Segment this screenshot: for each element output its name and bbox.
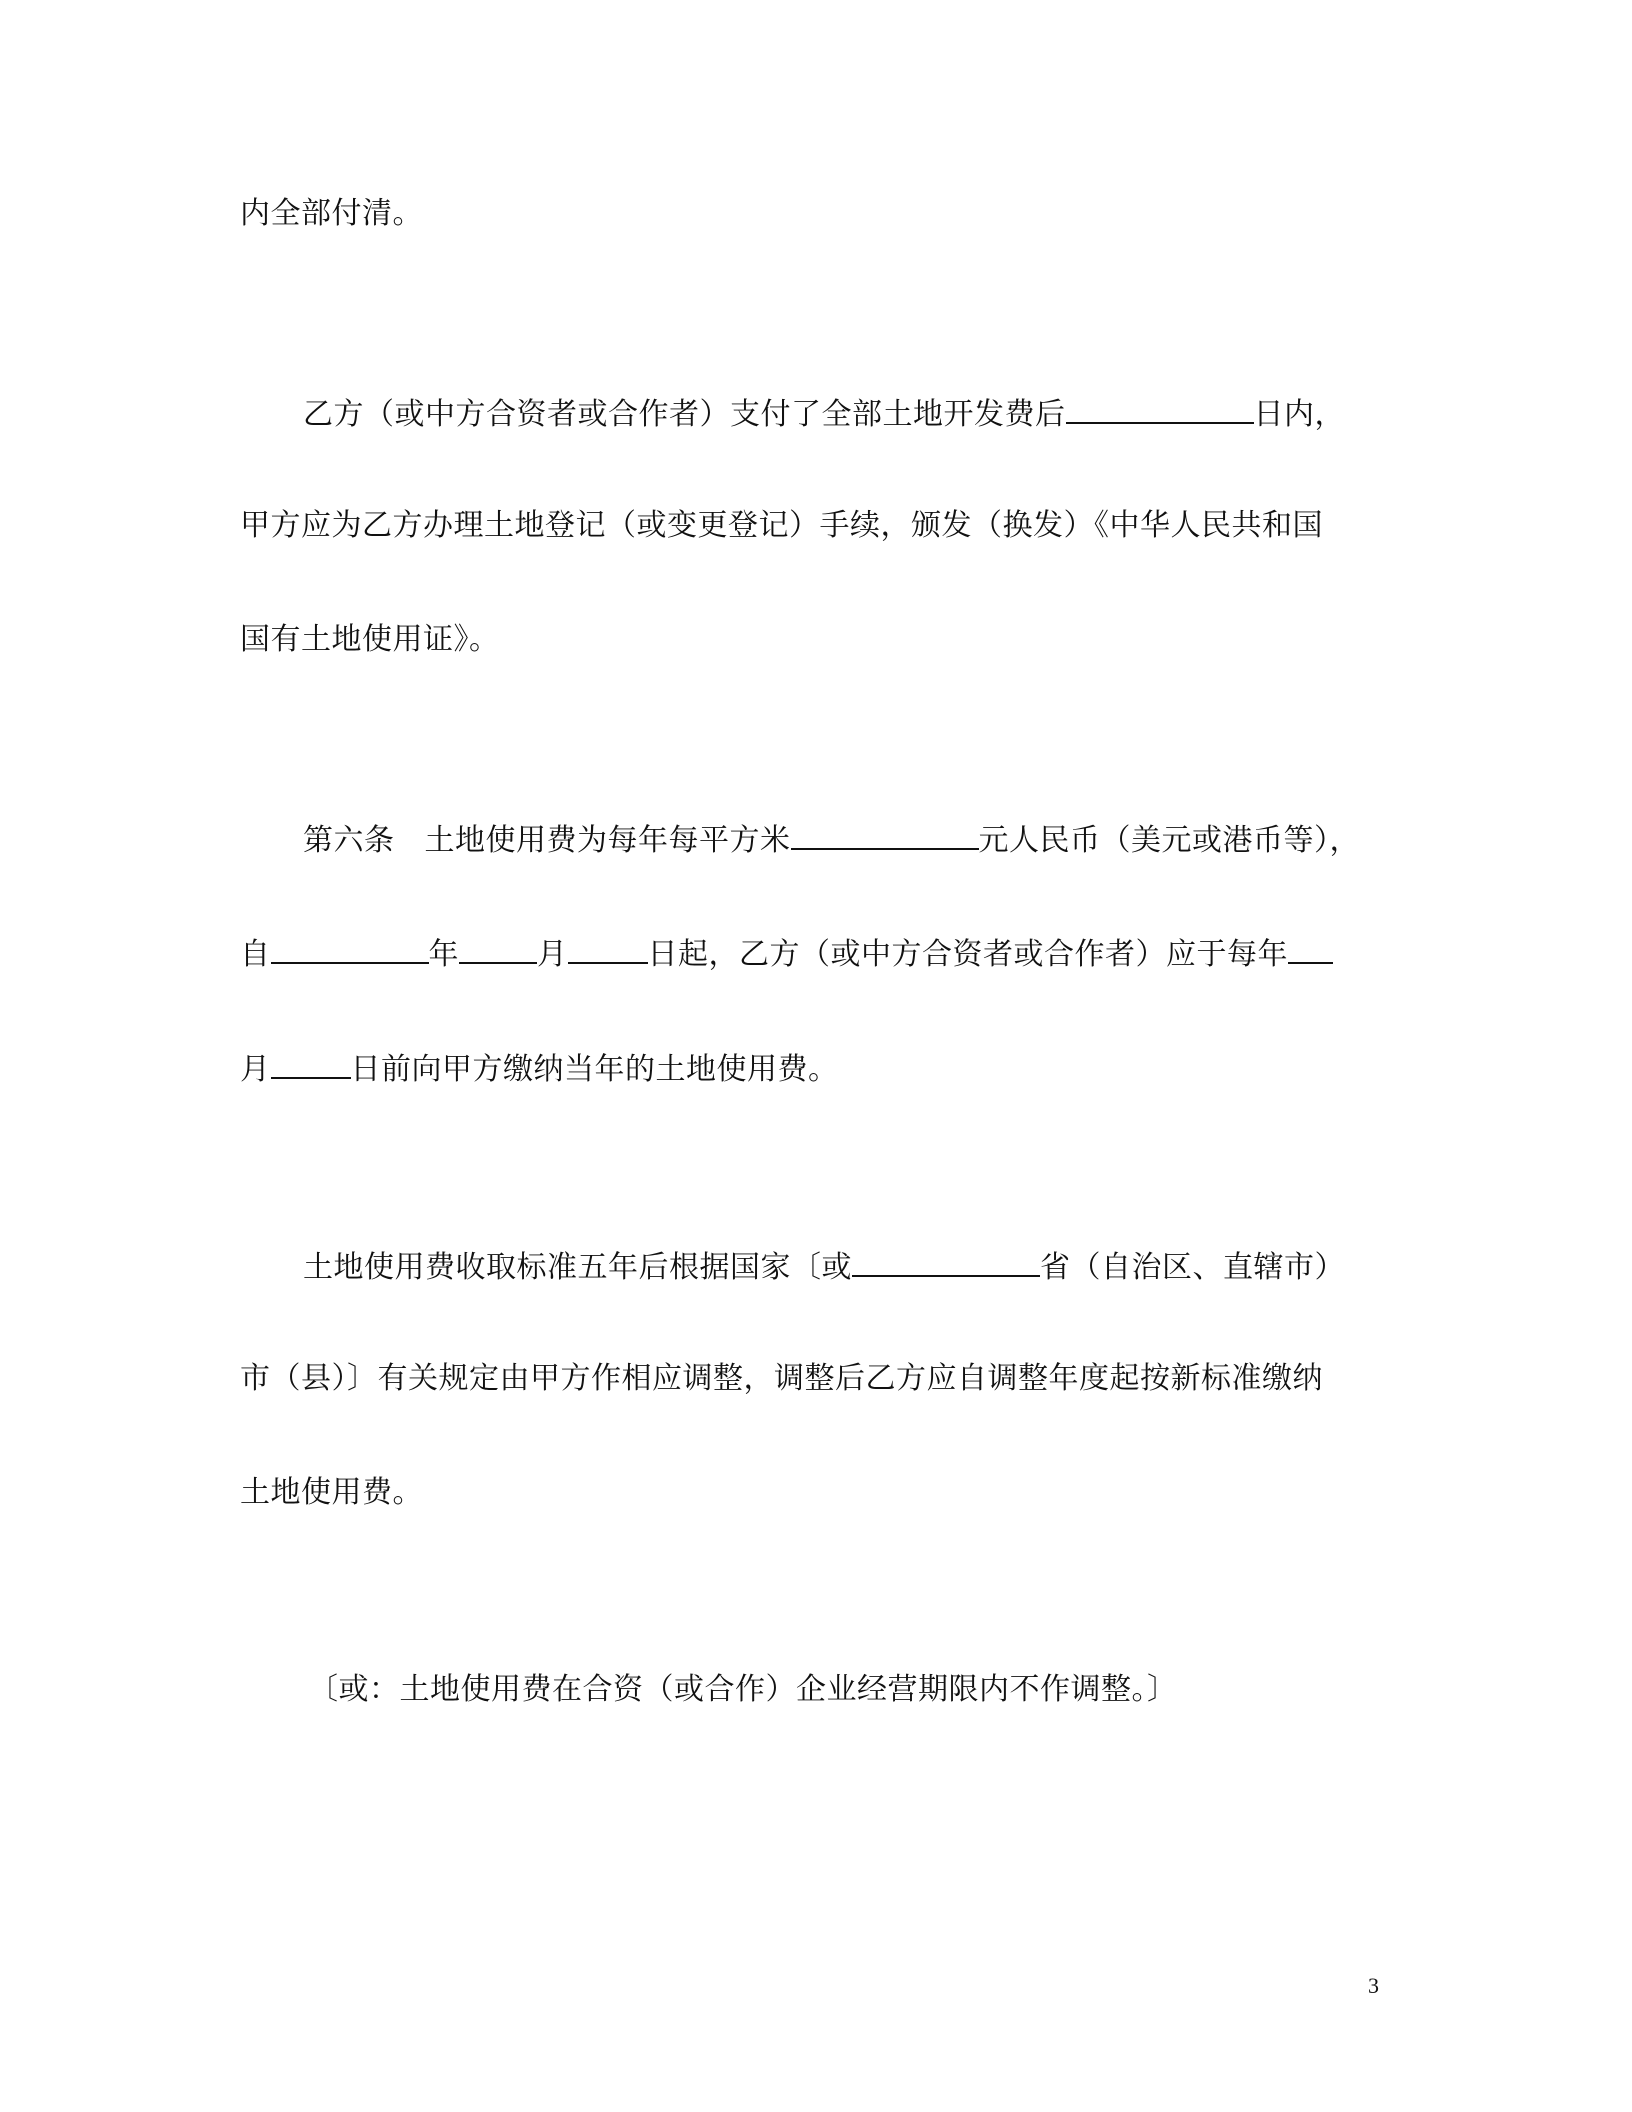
fill-in-blank xyxy=(1288,932,1333,964)
fill-in-blank xyxy=(459,932,537,964)
text-line xyxy=(303,392,1345,435)
fill-in-blank xyxy=(271,1047,351,1079)
text-segment: 乙方（或中方合资者或合作者）支付了全部土地开发费后 xyxy=(303,397,1066,432)
text-segment: 年 xyxy=(428,937,459,972)
text-line: 国有土地使用证》。 xyxy=(240,622,500,657)
fill-in-blank xyxy=(852,1245,1040,1277)
text-line: 内全部付清。 xyxy=(240,196,423,231)
text-line xyxy=(240,1047,839,1090)
fill-in-blank xyxy=(568,932,648,964)
text-line: 土地使用费。 xyxy=(240,1475,423,1510)
text-segment: 日起，乙方（或中方合资者或合作者）应于每年 xyxy=(647,937,1288,972)
text-line xyxy=(240,932,1333,975)
text-segment: 土地使用费为每年每平方米 xyxy=(424,823,791,858)
text-segment: 省（自治区、直辖市） xyxy=(1040,1250,1345,1285)
article-number: 第六条 xyxy=(303,823,395,858)
fill-in-blank xyxy=(1066,392,1254,424)
text-line: 甲方应为乙方办理土地登记（或变更登记）手续，颁发（换发）《中华人民共和国 xyxy=(240,508,1323,543)
text-line: 〔或：土地使用费在合资（或合作）企业经营期限内不作调整。〕 xyxy=(308,1672,1178,1707)
text-segment: 日前向甲方缴纳当年的土地使用费。 xyxy=(350,1052,839,1087)
fill-in-blank xyxy=(791,818,979,850)
text-segment: 元人民币（美元或港币等）， xyxy=(978,823,1360,858)
text-segment: 月 xyxy=(537,937,568,972)
text-segment: 土地使用费收取标准五年后根据国家〔或 xyxy=(303,1250,852,1285)
text-line xyxy=(303,1245,1345,1288)
text-segment: 自 xyxy=(240,937,271,972)
text-line: 市（县）〕有关规定由甲方作相应调整，调整后乙方应自调整年度起按新标准缴纳 xyxy=(240,1361,1323,1396)
fill-in-blank xyxy=(271,932,429,964)
text-segment: 月 xyxy=(240,1052,271,1087)
text-segment: 日内， xyxy=(1253,397,1345,432)
article-heading-line xyxy=(303,818,1360,861)
page-number: 3 xyxy=(1368,1973,1379,1998)
